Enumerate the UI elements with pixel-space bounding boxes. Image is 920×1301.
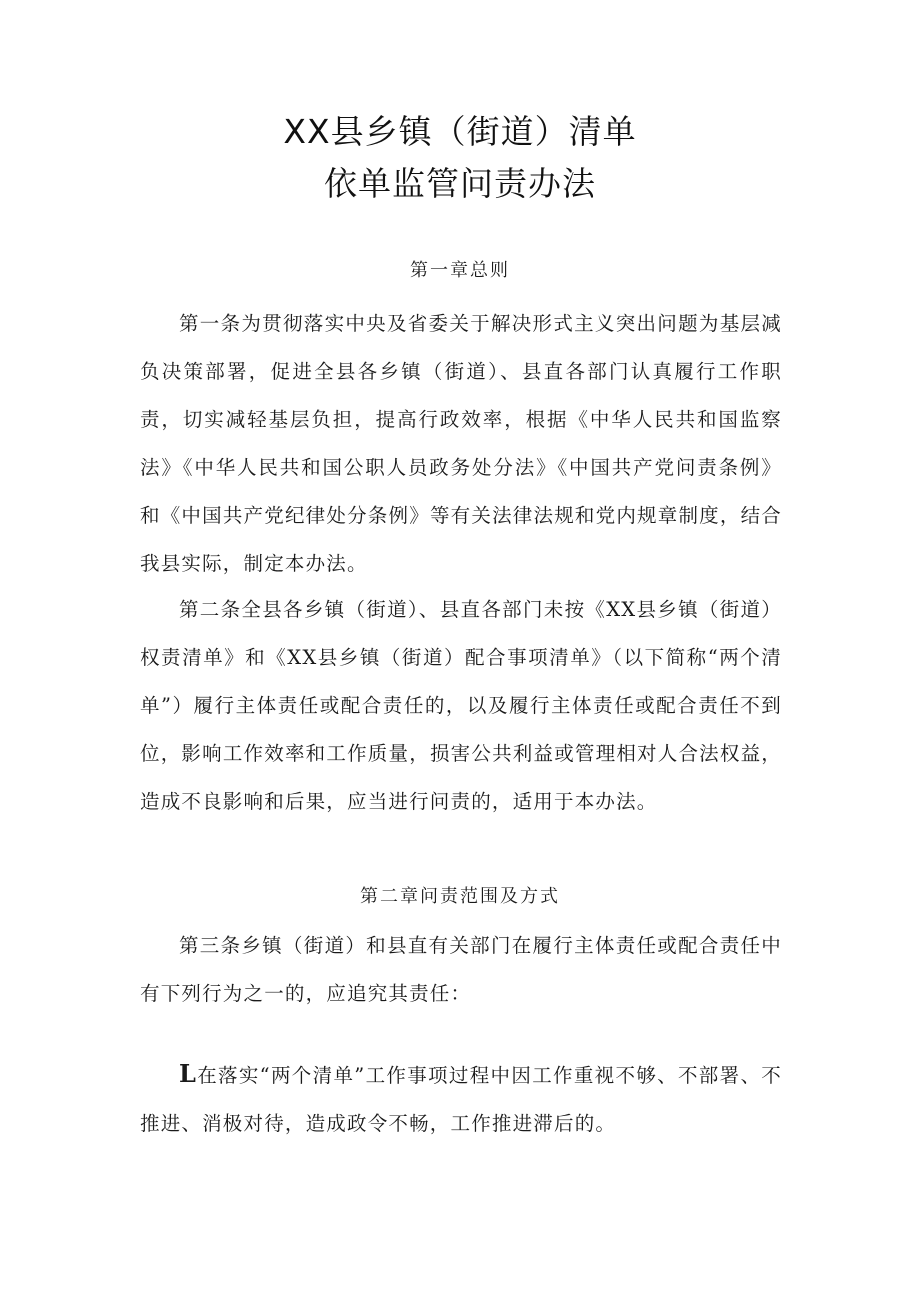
document-title-line1: XX县乡镇（街道）清单 [283, 112, 637, 151]
chapter-heading-2: 第二章问责范围及方式 [360, 886, 560, 907]
document-title-line2: 依单监管问责办法 [324, 164, 596, 203]
article-3-paragraph: 第三条乡镇（街道）和县直有关部门在履行主体责任或配合责任中有下列行为之一的，应追究其责任： [140, 934, 782, 1005]
list-item-1 [140, 1050, 782, 1148]
chapter-heading-1: 第一章总则 [410, 260, 510, 281]
list-item-number: L [179, 1059, 198, 1088]
article-1-paragraph: 第一条为贯彻落实中央及省委关于解决形式主义突出问题为基层减负决策部署，促进全县各乡镇（街道）、县直各部门认真履行工作职责，切实减轻基层负担，提高行政效率，根据《中华人民共和国监察法》《中华人民共和国公职人员政务处分法》《中国共产党问责条例》和《中国共产党纪律处分条例》等有关法律法规和党内规章制度，结合我县实际，制定本办法。 [140, 312, 782, 575]
list-item-text: 在落实“两个清单”工作事项过程中因工作重视不够、不部署、不推进、消极对待，造成政令不畅，工作推进滞后的。 [140, 1064, 782, 1135]
article-2-paragraph: 第二条全县各乡镇（街道）、县直各部门未按《XX县乡镇（街道）权责清单》和《XX县乡镇（街道）配合事项清单》（以下简称“两个清单”）履行主体责任或配合责任的，以及履行主体责任或配合责任不到位，影响工作效率和工作质量，损害公共利益或管理相对人合法权益，造成不良影响和后果，应当进行问责的，适用于本办法。 [140, 598, 782, 813]
